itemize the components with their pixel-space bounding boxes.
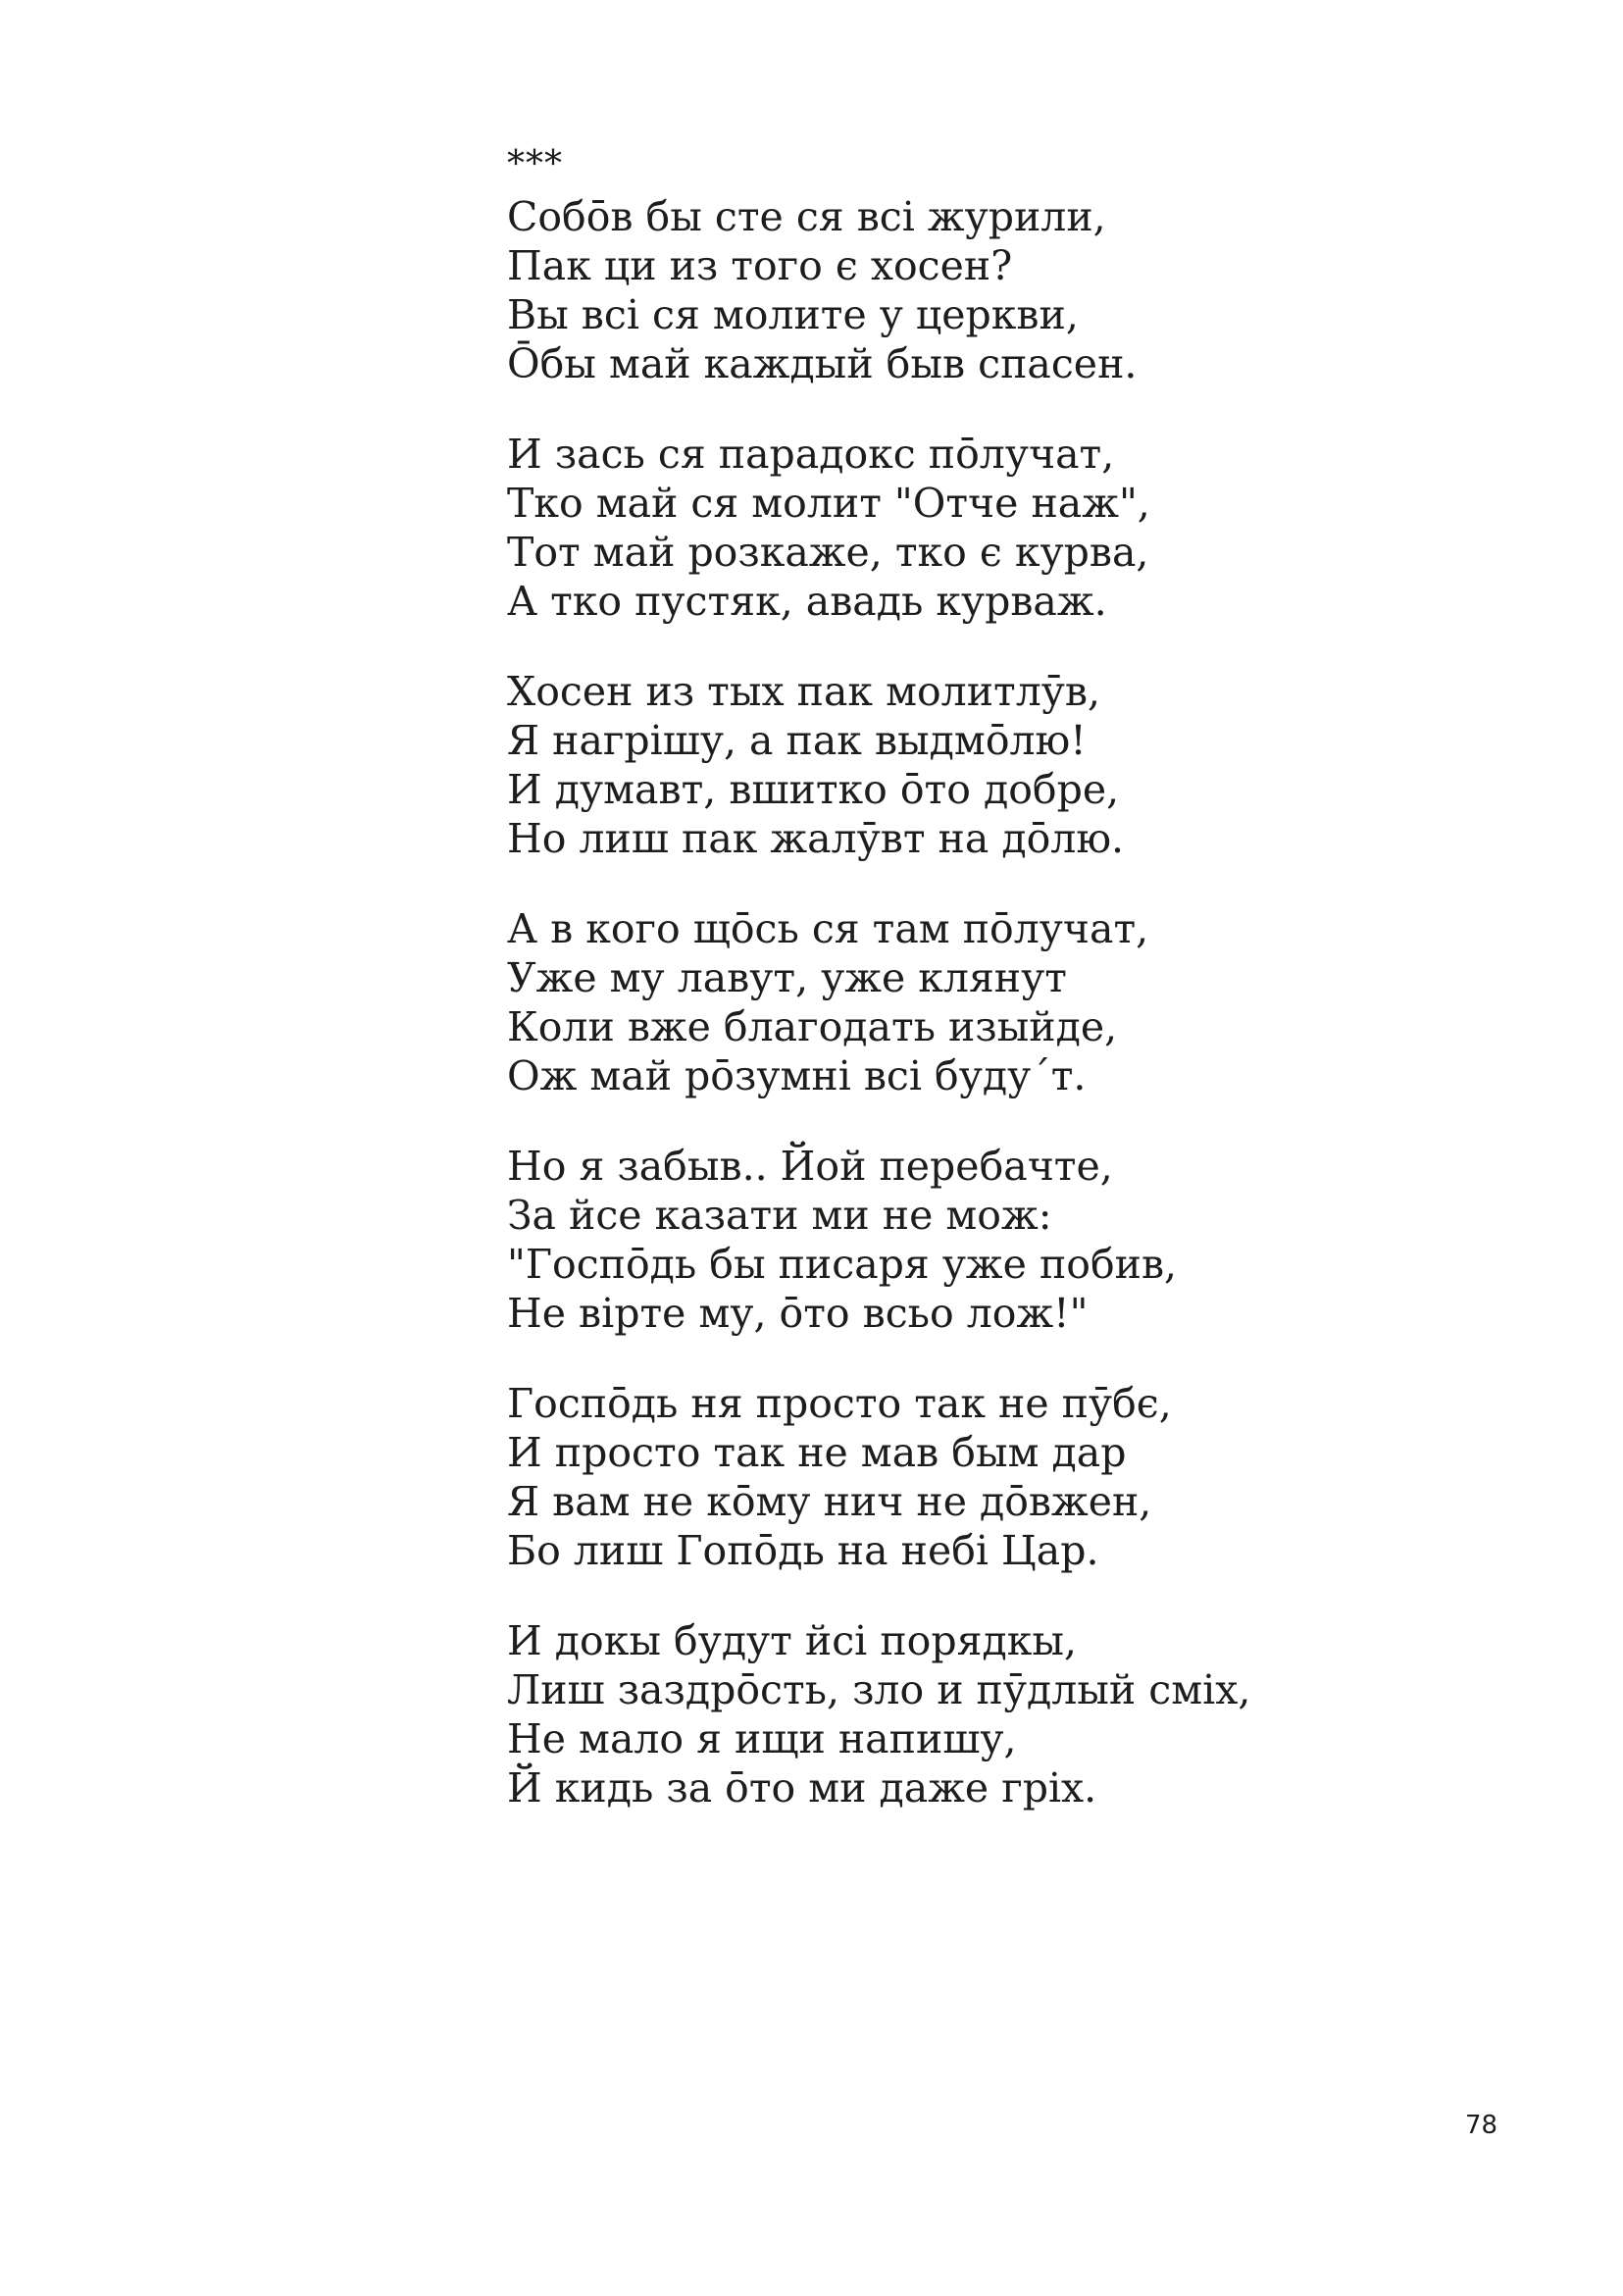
- poem-line: Я вам не кōму нич не дōвжен,: [507, 1478, 1152, 1525]
- stanza-5: [507, 1142, 1488, 1338]
- poem-line: Ōбы май каждый быв спасен.: [507, 340, 1138, 387]
- poem-line: Й кидь за ōто ми даже гріх.: [507, 1764, 1097, 1811]
- poem-line: Лиш заздрōсть, зло и пӯдлый сміх,: [507, 1666, 1251, 1713]
- poem-line: Но лиш пак жалӯвт на дōлю.: [507, 815, 1125, 862]
- poem-line: Коли вже благодать изыйде,: [507, 1003, 1118, 1050]
- poem-line: Тко май ся молит "Отче наж",: [507, 480, 1150, 527]
- poem-line: Пак ци из того є хосен?: [507, 242, 1013, 289]
- poem-line: И докы будут йсі порядкы,: [507, 1617, 1077, 1664]
- page-number: 78: [1465, 2111, 1498, 2140]
- stanza-4: [507, 904, 1488, 1100]
- poem-line: Я нагрішу, а пак выдмōлю!: [507, 717, 1087, 764]
- poem-line: Но я забыв.. Йой перебачте,: [507, 1143, 1113, 1190]
- poem-line: Собōв бы сте ся всі журили,: [507, 193, 1106, 240]
- poem-line: "Госпōдь бы писаря уже побив,: [507, 1241, 1178, 1288]
- poem-line: А в кого щōсь ся там пōлучат,: [507, 905, 1149, 952]
- poem-line: Не вірте му, ōто всьо лож!": [507, 1290, 1089, 1337]
- poem-line: Хосен из тых пак молитлӯв,: [507, 668, 1100, 715]
- poem-line: Вы всі ся молите у церкви,: [507, 291, 1079, 338]
- poem-line: Тот май розкаже, тко є курва,: [507, 529, 1149, 576]
- poem-line: Ож май рōзумні всі буду´т.: [507, 1052, 1087, 1099]
- stanza-separator: ***: [507, 144, 563, 184]
- poem-line: Госпōдь ня просто так не пӯбє,: [507, 1380, 1172, 1427]
- stanza-3: [507, 667, 1488, 863]
- poem-line: И думавт, вшитко ōто добре,: [507, 766, 1120, 813]
- poem: [507, 144, 1488, 1854]
- poem-line: И просто так не мав бым дар: [507, 1429, 1127, 1476]
- stanza-1: [507, 192, 1488, 388]
- poem-line: И зась ся парадокс пōлучат,: [507, 431, 1115, 478]
- poem-line: Не мало я ищи напишу,: [507, 1715, 1017, 1762]
- poem-line: А тко пустяк, авадь курваж.: [507, 578, 1107, 625]
- poem-line: Уже му лавут, уже клянут: [507, 954, 1067, 1001]
- stanza-6: [507, 1379, 1488, 1575]
- stanza-2: [507, 430, 1488, 626]
- poem-line: За йсе казати ми не мож:: [507, 1192, 1052, 1239]
- stanza-7: [507, 1616, 1488, 1812]
- poem-line: Бо лиш Гопōдь на небі Цар.: [507, 1527, 1099, 1574]
